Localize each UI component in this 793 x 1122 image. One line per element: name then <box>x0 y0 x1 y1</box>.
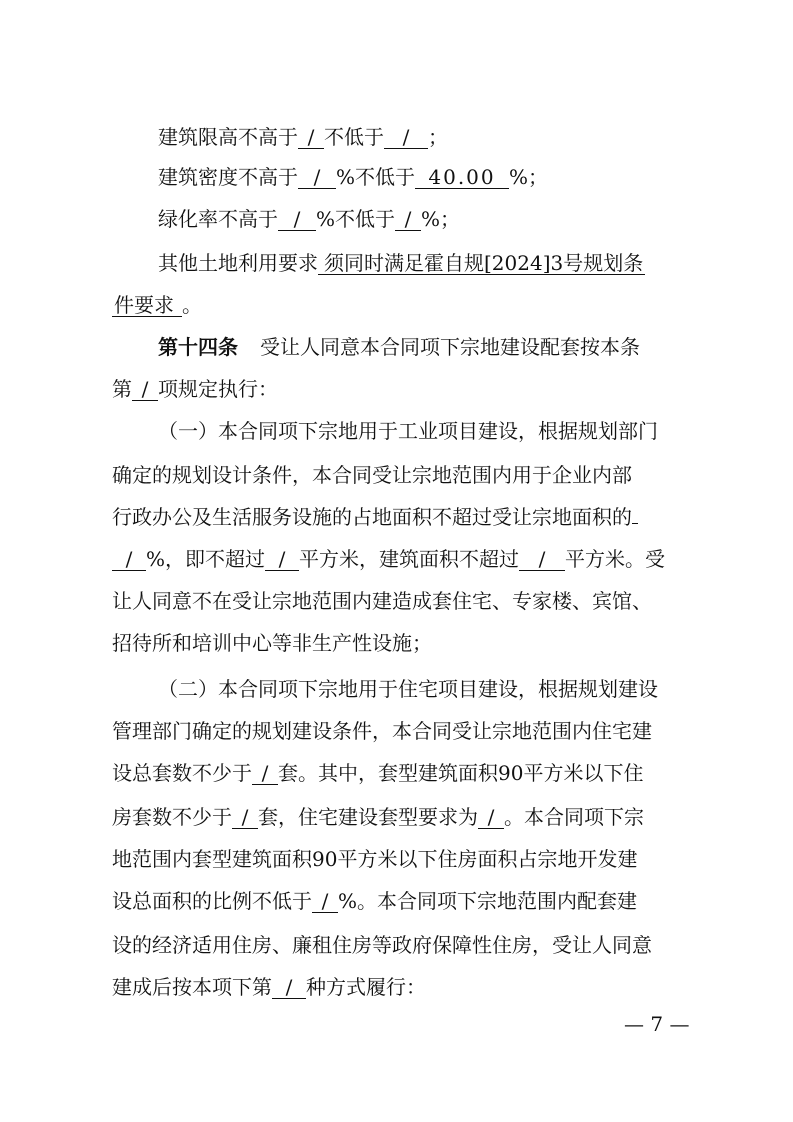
other-requirements-value-cont: 件要求 <box>112 294 182 317</box>
ratio-value: / <box>312 890 338 913</box>
item-2-line-1: （二）本合同项下宗地用于住宅项目建设，根据规划建设 <box>158 677 658 701</box>
height-max-value: / <box>298 126 324 149</box>
item-2-text: 设总套数不少于 <box>112 761 252 785</box>
punctuation: ； <box>428 125 448 149</box>
article-14-line <box>158 334 640 360</box>
item-2-text: 。本合同项下宗 <box>504 805 644 829</box>
item-1-line-4 <box>112 546 665 572</box>
greening-min-value: / <box>395 208 421 231</box>
height-min-value: / <box>384 126 428 149</box>
item-1-text: 行政办公及生活服务设施的占地面积不超过受让宗地面积的 <box>112 505 632 529</box>
office-area-value: / <box>265 548 299 571</box>
density-min-value: 40.00 <box>415 166 509 189</box>
other-requirements-line <box>158 250 645 276</box>
height-min-label: 不低于 <box>324 125 384 149</box>
item-2-line-5: 地范围内套型建筑面积90平方米以下住房面积占宗地开发建 <box>112 847 638 871</box>
article-14-text-suffix: 项规定执行： <box>158 377 278 401</box>
item-1-line-2: 确定的规划设计条件，本合同受让宗地范围内用于企业内部 <box>112 463 632 487</box>
type-requirement-value: / <box>478 806 504 829</box>
article-14-text: 受让人同意本合同项下宗地建设配套按本条 <box>260 335 640 359</box>
underline-continuation <box>632 523 638 524</box>
page-number: — 7 — <box>624 1012 690 1036</box>
item-2-line-7: 设的经济适用住房、廉租住房等政府保障性住房，受让人同意 <box>112 933 652 957</box>
item-2-line-3 <box>112 760 643 786</box>
total-sets-value: / <box>252 762 278 785</box>
item-2-line-8 <box>112 974 426 1000</box>
punctuation: %； <box>421 207 461 231</box>
other-requirements-line-2 <box>112 292 202 318</box>
greening-min-label: %不低于 <box>316 207 396 231</box>
item-1-text: 平方米，建筑面积不超过 <box>299 547 520 571</box>
greening-line <box>158 206 460 232</box>
density-min-label: %不低于 <box>336 165 416 189</box>
greening-label: 绿化率不高于 <box>158 207 278 231</box>
item-2-line-2: 管理部门确定的规划建设条件，本合同受让宗地范围内住宅建 <box>112 719 652 743</box>
item-2-line-6 <box>112 888 637 914</box>
punctuation: 。 <box>182 293 202 317</box>
article-14-line-2 <box>112 376 278 402</box>
item-1-line-1: （一）本合同项下宗地用于工业项目建设，根据规划部门 <box>158 419 658 443</box>
article-14-text-prefix: 第 <box>112 377 132 401</box>
height-limit-line <box>158 124 448 150</box>
item-2-text: 房套数不少于 <box>112 805 232 829</box>
item-2-text: 设总面积的比例不低于 <box>112 889 312 913</box>
item-2-text: 建成后按本项下第 <box>112 975 272 999</box>
item-1-text: 平方米。受 <box>565 547 666 571</box>
density-label: 建筑密度不高于 <box>158 165 298 189</box>
punctuation: %； <box>509 165 549 189</box>
article-14-item-number: / <box>132 378 158 401</box>
greening-max-value: / <box>278 208 316 231</box>
height-limit-label: 建筑限高不高于 <box>158 125 298 149</box>
density-max-value: / <box>298 166 336 189</box>
small-sets-value: / <box>232 806 258 829</box>
method-value: / <box>272 976 306 999</box>
item-2-text: 套。其中，套型建筑面积90平方米以下住 <box>278 761 644 785</box>
building-area-value: / <box>519 548 565 571</box>
other-requirements-value: 须同时满足霍自规[2024]3号规划条 <box>318 252 645 275</box>
density-line <box>158 164 548 190</box>
other-requirements-label: 其他土地利用要求 <box>158 251 318 275</box>
item-1-line-6: 招待所和培训中心等非生产性设施； <box>112 631 432 655</box>
article-14-heading: 第十四条 <box>158 335 238 359</box>
item-2-text: %。本合同项下宗地范围内配套建 <box>338 889 638 913</box>
item-1-text: %，即不超过 <box>146 547 266 571</box>
office-area-percent-value: / <box>112 548 146 571</box>
item-2-line-4 <box>112 804 644 830</box>
item-1-line-5: 让人同意不在受让宗地范围内建造成套住宅、专家楼、宾馆、 <box>112 589 652 613</box>
item-2-text: 套，住宅建设套型要求为 <box>258 805 478 829</box>
item-2-text: 种方式履行： <box>306 975 426 999</box>
item-1-line-3 <box>112 504 638 530</box>
